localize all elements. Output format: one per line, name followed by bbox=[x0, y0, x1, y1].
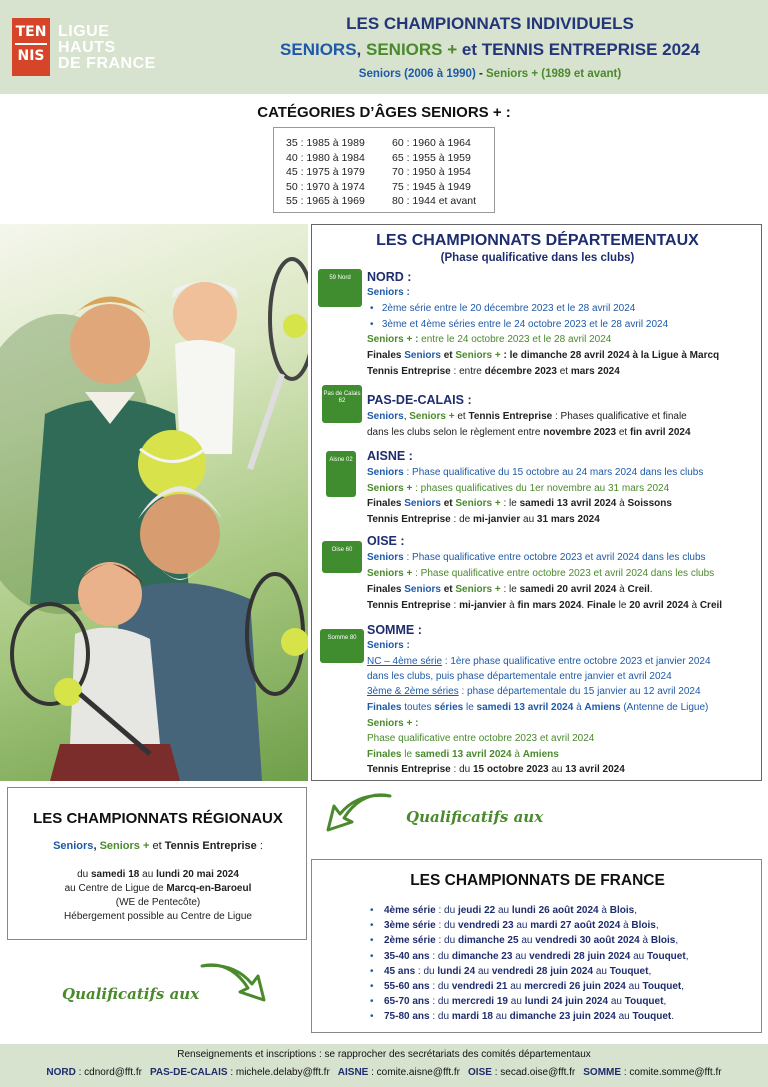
somme-text: : 1ère phase qualificative entre octobre 2023 et janvier 2024 bbox=[442, 656, 711, 667]
oise-text: : le bbox=[500, 584, 520, 595]
aisne-date: 31 mars 2024 bbox=[536, 514, 600, 525]
footer-contact-email[interactable]: : cdnord@fft.fr bbox=[75, 1067, 142, 1078]
somme-place: Amiens bbox=[584, 702, 621, 713]
somme-map-icon bbox=[320, 629, 364, 663]
bullet-icon: • bbox=[370, 981, 374, 992]
regional-text: au bbox=[139, 869, 157, 880]
logo-top-text: TEN bbox=[15, 24, 47, 40]
nord-finals-text: : le dimanche 28 avril 2024 à la Ligue à Marcq bbox=[500, 350, 720, 361]
nord-entreprise-date: décembre 2023 bbox=[484, 366, 557, 377]
france-place: Touquet bbox=[632, 1011, 672, 1023]
regional-text: et bbox=[149, 840, 165, 852]
oise-date: mi-janvier bbox=[459, 600, 507, 611]
somme-text: à bbox=[511, 749, 523, 760]
categories-table bbox=[273, 127, 495, 213]
nord-entreprise-label: Tennis Entreprise bbox=[367, 366, 451, 377]
aisne-map-label: Aisne 02 bbox=[329, 457, 353, 463]
france-text: au bbox=[625, 981, 643, 992]
oise-seniors-plus: Seniors + bbox=[367, 568, 413, 579]
footer-contact-label: AISNE bbox=[337, 1067, 369, 1078]
subtitle-rest: et TENNIS ENTREPRISE 2024 bbox=[457, 40, 700, 59]
nord-line-text: 3ème et 4ème séries entre le 24 octobre 2023 et le 28 avril 2024 bbox=[381, 319, 669, 330]
league-name-line-2: HAUTS bbox=[58, 39, 116, 56]
range-seniors: Seniors (2006 à 1990) bbox=[358, 68, 476, 80]
category-row: 80 : 1944 et avant bbox=[392, 195, 477, 207]
subtitle-sep: , bbox=[356, 40, 366, 59]
france-text: au bbox=[475, 965, 492, 977]
somme-date: 13 avril 2024 bbox=[565, 764, 625, 775]
somme-line bbox=[367, 686, 701, 698]
france-place: Blois bbox=[631, 920, 656, 932]
somme-line: dans les clubs, puis phase départementale entre janvier et avril 2024 bbox=[367, 671, 672, 682]
nord-finals bbox=[367, 350, 719, 362]
regional-championships-box bbox=[7, 787, 307, 940]
departmental-championships-box bbox=[311, 224, 762, 781]
categories-right-column bbox=[392, 136, 476, 209]
france-category: 45 ans bbox=[384, 965, 416, 977]
oise-text: à bbox=[688, 600, 700, 611]
qualifying-label-top: Qualificatifs aux bbox=[406, 808, 544, 826]
bullet-icon: • bbox=[370, 950, 374, 962]
oise-text: le bbox=[615, 600, 630, 611]
somme-text: au bbox=[548, 764, 566, 775]
somme-text: (Antenne de Ligue) bbox=[620, 702, 709, 713]
logo-bottom-text: NIS bbox=[17, 48, 45, 64]
france-list-item bbox=[370, 920, 659, 932]
somme-place: Amiens bbox=[522, 749, 559, 760]
tennis-logo bbox=[12, 18, 50, 76]
footer-contact-label: SOMME bbox=[583, 1067, 622, 1078]
aisne-finals bbox=[367, 498, 672, 510]
somme-finals-label: Finales bbox=[367, 749, 402, 760]
footer-info: Renseignements et inscriptions : se rapprocher des secrétariats des comités départementaux bbox=[177, 1049, 591, 1060]
category-row: 50 : 1970 à 1974 bbox=[286, 180, 365, 193]
regional-subtitle bbox=[8, 840, 308, 852]
regional-weekend: (WE de Pentecôte) bbox=[115, 897, 201, 908]
france-text: au bbox=[615, 1011, 633, 1023]
players-illustration bbox=[0, 224, 308, 781]
somme-date: samedi 13 avril 2024 bbox=[476, 702, 574, 713]
france-text: : du bbox=[435, 905, 458, 916]
somme-date: 15 octobre 2023 bbox=[472, 764, 549, 775]
footer-contact-email[interactable]: : secad.oise@fft.fr bbox=[491, 1067, 576, 1078]
france-date: mardi 27 août 2024 bbox=[530, 920, 621, 932]
france-title: LES CHAMPIONNATS DE FRANCE bbox=[410, 872, 665, 889]
regional-lodging: Hébergement possible au Centre de Ligue bbox=[64, 911, 252, 922]
france-text: à bbox=[598, 905, 610, 916]
aisne-date: samedi 13 avril 2024 bbox=[519, 498, 617, 509]
pdc-text: , bbox=[403, 411, 410, 422]
somme-finals-label: Finales bbox=[367, 702, 402, 713]
oise-text: à bbox=[506, 600, 518, 611]
departmental-phase: (Phase qualificative dans les clubs) bbox=[440, 252, 635, 264]
footer-contact bbox=[468, 1067, 575, 1078]
france-text: , bbox=[663, 996, 667, 1008]
pdc-map-label: Pas de Calais 62 bbox=[323, 391, 361, 404]
footer-contact-email[interactable]: : comite.somme@fft.fr bbox=[621, 1067, 722, 1078]
categories-title: CATÉGORIES D’ÂGES SENIORS + : bbox=[257, 104, 511, 121]
aisne-text: : le bbox=[500, 498, 520, 509]
france-text: . bbox=[671, 1011, 675, 1023]
france-category: 55-60 ans bbox=[384, 981, 430, 992]
france-text: au bbox=[630, 950, 647, 962]
somme-text: : phase départementale du 15 janvier au 12 avril 2024 bbox=[458, 686, 701, 697]
somme-series: 3ème & 2ème séries bbox=[367, 686, 459, 697]
footer-contact bbox=[150, 1067, 330, 1078]
somme-text: séries bbox=[434, 702, 464, 713]
oise-map-label: Oise 60 bbox=[331, 547, 353, 553]
somme-text: le bbox=[401, 749, 415, 760]
oise-line bbox=[367, 568, 714, 580]
bullet-icon: • bbox=[370, 905, 374, 916]
france-list-item bbox=[370, 966, 651, 978]
nord-line: • 2ème série entre le 20 décembre 2023 et le 28 avril 2024 bbox=[370, 303, 636, 314]
oise-text: et bbox=[440, 584, 456, 595]
category-row: 55 : 1965 à 1969 bbox=[286, 195, 365, 207]
categories-left-column bbox=[286, 136, 365, 209]
pdc-date: novembre 2023 bbox=[543, 427, 617, 438]
somme-entreprise bbox=[367, 764, 625, 776]
somme-finals bbox=[367, 702, 708, 714]
aisne-entreprise-label: Tennis Entreprise bbox=[367, 514, 451, 525]
somme-title: SOMME : bbox=[367, 623, 422, 637]
regional-dates bbox=[8, 868, 308, 881]
france-text: : du bbox=[429, 996, 452, 1008]
france-text: , bbox=[685, 950, 689, 962]
oise-finals bbox=[367, 584, 653, 596]
somme-entreprise-label: Tennis Entreprise bbox=[367, 764, 451, 775]
regional-text: du bbox=[77, 869, 91, 880]
somme-seniors-plus-label: Seniors + : bbox=[367, 718, 419, 729]
league-name-line-3: DE FRANCE bbox=[58, 55, 156, 72]
france-text: au bbox=[507, 981, 525, 992]
oise-seniors: Seniors bbox=[367, 552, 404, 563]
footer-contact-label: PAS-DE-CALAIS bbox=[149, 1067, 228, 1078]
somme-series: NC – 4ème série bbox=[367, 656, 443, 667]
france-list-item bbox=[370, 996, 666, 1008]
france-text: à bbox=[620, 920, 632, 932]
oise-title: OISE : bbox=[367, 534, 405, 548]
france-text: au bbox=[608, 996, 625, 1008]
nord-finals-text: Finales bbox=[367, 350, 405, 361]
regional-entreprise: Tennis Entreprise bbox=[164, 840, 257, 852]
aisne-place: Soissons bbox=[627, 498, 672, 509]
regional-date: lundi 20 mai 2024 bbox=[156, 869, 239, 880]
age-range-line bbox=[230, 68, 750, 80]
nord-finals-seniors-plus: Seniors + bbox=[455, 350, 501, 361]
regional-venue bbox=[8, 882, 308, 895]
france-place: Touquet bbox=[642, 981, 682, 992]
pdc-text: dans les clubs selon le règlement entre bbox=[367, 427, 544, 438]
aisne-finals-seniors-plus: Seniors + bbox=[455, 498, 501, 509]
france-list-item bbox=[370, 935, 678, 947]
nord-entreprise-text: : entre bbox=[450, 366, 485, 377]
footer-contact-email[interactable]: : comite.aisne@fft.fr bbox=[368, 1067, 461, 1078]
nord-finals-seniors: Seniors bbox=[404, 350, 441, 361]
oise-place: Creil bbox=[699, 600, 723, 611]
qualifying-label-bottom: Qualificatifs aux bbox=[62, 985, 200, 1003]
players-illustration-svg bbox=[0, 224, 308, 781]
aisne-date: mi-janvier bbox=[472, 514, 521, 525]
footer-contact bbox=[46, 1067, 142, 1078]
france-date: jeudi 22 bbox=[457, 905, 496, 916]
aisne-text: et bbox=[440, 498, 456, 509]
somme-text: toutes bbox=[401, 702, 435, 713]
bullet-icon: • bbox=[370, 935, 374, 947]
oise-text: : Phase qualificative entre octobre 2023 et avril 2024 dans les clubs bbox=[403, 552, 706, 563]
france-date: mardi 18 bbox=[451, 1011, 493, 1023]
nord-finals-text: et bbox=[440, 350, 456, 361]
france-date: dimanche 23 juin 2024 bbox=[509, 1011, 616, 1023]
oise-date: 20 avril 2024 bbox=[629, 600, 689, 611]
category-row: 70 : 1950 à 1954 bbox=[392, 166, 471, 178]
france-text: à bbox=[639, 935, 651, 947]
pdc-text: et bbox=[454, 411, 469, 422]
nord-title: NORD : bbox=[367, 270, 412, 284]
header-banner bbox=[0, 0, 768, 94]
page-title: LES CHAMPIONNATS INDIVIDUELS bbox=[346, 14, 634, 33]
france-text: : du bbox=[429, 981, 452, 992]
france-text: , bbox=[655, 920, 659, 932]
footer-contact-label: OISE bbox=[468, 1067, 492, 1078]
bullet-icon: • bbox=[370, 965, 374, 977]
france-list-item bbox=[370, 981, 684, 993]
nord-map-label: 59 Nord bbox=[329, 275, 351, 281]
aisne-seniors-plus: Seniors + bbox=[367, 483, 413, 494]
oise-place: Creil bbox=[627, 584, 650, 595]
france-text: : du bbox=[429, 1011, 452, 1023]
france-text: , bbox=[675, 935, 679, 947]
category-row: 75 : 1945 à 1949 bbox=[392, 180, 471, 193]
pdc-line bbox=[367, 411, 687, 423]
regional-title: LES CHAMPIONNATS RÉGIONAUX bbox=[33, 810, 283, 827]
page-subtitle bbox=[230, 40, 750, 60]
nord-line: • 3ème et 4ème séries entre le 24 octobre 2023 et le 28 avril 2024 bbox=[370, 319, 669, 330]
oise-final-label: Finale bbox=[586, 600, 616, 611]
somme-date: samedi 13 avril 2024 bbox=[414, 749, 512, 760]
nord-line-text: 2ème série entre le 20 décembre 2023 et le 28 avril 2024 bbox=[381, 303, 636, 314]
france-date: vendredi 21 bbox=[451, 981, 508, 992]
france-text: : du bbox=[429, 950, 452, 962]
france-text: : du bbox=[415, 965, 438, 977]
france-place: Blois bbox=[650, 935, 676, 947]
regional-text: : bbox=[256, 840, 263, 852]
france-text: au bbox=[518, 935, 536, 947]
france-list-item bbox=[370, 1011, 674, 1023]
footer-contact bbox=[583, 1067, 721, 1078]
league-name bbox=[58, 24, 156, 72]
somme-line bbox=[367, 656, 711, 668]
somme-text: le bbox=[463, 702, 477, 713]
france-text: au bbox=[492, 1011, 510, 1023]
aisne-text: à bbox=[616, 498, 628, 509]
oise-entreprise bbox=[367, 600, 722, 612]
aisne-text: : phases qualificatives du 1er novembre au 31 mars 2024 bbox=[412, 483, 670, 494]
france-date: vendredi 30 août 2024 bbox=[535, 935, 640, 947]
france-date: lundi 26 août 2024 bbox=[511, 905, 599, 916]
france-place: Touquet bbox=[609, 965, 649, 977]
france-text: au bbox=[512, 950, 530, 962]
footer-contacts bbox=[0, 1067, 768, 1078]
france-text: , bbox=[648, 965, 652, 977]
france-text: : du bbox=[435, 935, 458, 947]
oise-text: : Phase qualificative entre octobre 2023 et avril 2024 dans les clubs bbox=[412, 568, 715, 579]
france-date: vendredi 28 juin 2024 bbox=[529, 950, 631, 962]
france-date: lundi 24 juin 2024 bbox=[524, 996, 609, 1008]
aisne-map-icon bbox=[326, 451, 356, 497]
france-date: vendredi 23 bbox=[457, 920, 514, 932]
oise-line bbox=[367, 552, 706, 564]
departmental-title: LES CHAMPIONNATS DÉPARTEMENTAUX bbox=[376, 232, 699, 249]
france-text: au bbox=[508, 996, 525, 1008]
category-row: 65 : 1955 à 1959 bbox=[392, 151, 471, 164]
france-text: , bbox=[634, 905, 637, 916]
oise-text: . bbox=[581, 600, 587, 611]
france-category: 35-40 ans bbox=[384, 950, 430, 962]
france-text: , bbox=[681, 981, 685, 992]
france-date: dimanche 23 bbox=[451, 950, 513, 962]
pdc-text: : Phases qualificative et finale bbox=[552, 411, 687, 422]
france-category: 4ème série bbox=[384, 905, 436, 916]
regional-date: samedi 18 bbox=[91, 869, 140, 880]
nord-seniors-label: Seniors : bbox=[367, 287, 410, 298]
pdc-line bbox=[367, 427, 691, 439]
subtitle-seniors-plus: SENIORS + bbox=[366, 40, 458, 59]
france-category: 2ème série bbox=[384, 935, 436, 947]
france-text: au bbox=[495, 905, 512, 916]
aisne-seniors: Seniors bbox=[367, 467, 404, 478]
regional-text: , bbox=[93, 840, 100, 852]
oise-date: samedi 20 avril 2024 bbox=[519, 584, 617, 595]
oise-entreprise-label: Tennis Entreprise bbox=[367, 600, 451, 611]
france-place: Blois bbox=[609, 905, 635, 916]
pas-de-calais-map-icon bbox=[322, 385, 362, 423]
france-category: 75-80 ans bbox=[384, 1011, 430, 1023]
pdc-seniors-plus: Seniors + bbox=[409, 411, 455, 422]
range-seniors-plus: Seniors + (1989 et avant) bbox=[486, 68, 622, 80]
curved-arrow-icon bbox=[198, 958, 270, 1008]
france-date: dimanche 25 bbox=[457, 935, 519, 947]
bullet-icon: • bbox=[370, 1011, 374, 1023]
aisne-line bbox=[367, 467, 703, 479]
league-name-line-1: LIGUE bbox=[58, 23, 110, 40]
pdc-text: et bbox=[616, 427, 630, 438]
range-dash: - bbox=[475, 68, 487, 80]
nord-entreprise-date: mars 2024 bbox=[570, 366, 620, 377]
pas-de-calais-title: PAS-DE-CALAIS : bbox=[367, 393, 472, 407]
aisne-text: au bbox=[520, 514, 537, 525]
france-text: : du bbox=[435, 920, 458, 932]
oise-text: . bbox=[649, 584, 653, 595]
nord-entreprise-text: et bbox=[556, 366, 571, 377]
regional-seniors-plus: Seniors + bbox=[99, 840, 150, 852]
subtitle-seniors: SENIORS bbox=[280, 40, 357, 59]
nord-map-icon bbox=[318, 269, 362, 307]
oise-date: fin mars 2024 bbox=[517, 600, 582, 611]
somme-seniors-label: Seniors : bbox=[367, 640, 410, 651]
somme-text: à bbox=[573, 702, 585, 713]
france-list-item bbox=[370, 905, 637, 917]
curved-arrow-icon bbox=[322, 788, 394, 838]
category-row: 35 : 1985 à 1989 bbox=[286, 137, 365, 149]
nord-entreprise bbox=[367, 366, 620, 378]
aisne-finals-seniors: Seniors bbox=[404, 498, 441, 509]
regional-seniors: Seniors bbox=[53, 840, 94, 852]
pdc-seniors: Seniors bbox=[367, 411, 404, 422]
footer-contact-email[interactable]: : michele.delaby@fft.fr bbox=[227, 1067, 330, 1078]
regional-text: au Centre de Ligue de bbox=[64, 883, 167, 894]
category-row: 45 : 1975 à 1979 bbox=[286, 166, 365, 178]
france-place: Touquet bbox=[646, 950, 686, 962]
aisne-entreprise bbox=[367, 514, 600, 526]
france-championships-box bbox=[311, 859, 762, 1033]
pdc-date: fin avril 2024 bbox=[629, 427, 691, 438]
somme-line: Phase qualificative entre octobre 2023 et avril 2024 bbox=[367, 733, 595, 744]
france-text: au bbox=[513, 920, 531, 932]
category-row: 60 : 1960 à 1964 bbox=[392, 137, 471, 149]
oise-finals-seniors-plus: Seniors + bbox=[455, 584, 501, 595]
france-category: 65-70 ans bbox=[384, 996, 430, 1008]
aisne-line bbox=[367, 483, 669, 495]
footer-banner bbox=[0, 1044, 768, 1087]
somme-text: : du bbox=[450, 764, 473, 775]
aisne-title: AISNE : bbox=[367, 449, 413, 463]
regional-place: Marcq-en-Baroeul bbox=[166, 883, 252, 894]
oise-text: Finales bbox=[367, 584, 405, 595]
bullet-icon: • bbox=[370, 996, 374, 1008]
france-date: mercredi 26 juin 2024 bbox=[524, 981, 626, 992]
somme-map-label: Somme 80 bbox=[327, 635, 357, 641]
france-list-item bbox=[370, 951, 688, 963]
nord-seniors-plus-label: Seniors + : bbox=[367, 334, 419, 345]
nord-line bbox=[367, 334, 611, 346]
footer-contact bbox=[338, 1067, 460, 1078]
aisne-text: Finales bbox=[367, 498, 405, 509]
france-date: vendredi 28 juin 2024 bbox=[491, 965, 594, 977]
oise-map-icon bbox=[322, 541, 362, 573]
france-text: au bbox=[593, 965, 610, 977]
pdc-entreprise: Tennis Entreprise bbox=[468, 411, 553, 422]
oise-text: à bbox=[616, 584, 628, 595]
france-category: 3ème série bbox=[384, 920, 436, 932]
france-date: lundi 24 bbox=[437, 965, 476, 977]
france-date: mercredi 19 bbox=[451, 996, 508, 1008]
bullet-icon: • bbox=[370, 920, 374, 932]
aisne-text: : de bbox=[450, 514, 473, 525]
somme-finals-plus bbox=[367, 749, 559, 761]
oise-finals-seniors: Seniors bbox=[404, 584, 441, 595]
category-row: 40 : 1980 à 1984 bbox=[286, 151, 365, 164]
aisne-text: : Phase qualificative du 15 octobre au 24 mars 2024 dans les clubs bbox=[403, 467, 704, 478]
oise-text: : bbox=[450, 600, 460, 611]
france-place: Touquet bbox=[624, 996, 664, 1008]
footer-contact-label: NORD bbox=[46, 1067, 76, 1078]
nord-line-text: entre le 24 octobre 2023 et le 28 avril 2024 bbox=[418, 334, 612, 345]
